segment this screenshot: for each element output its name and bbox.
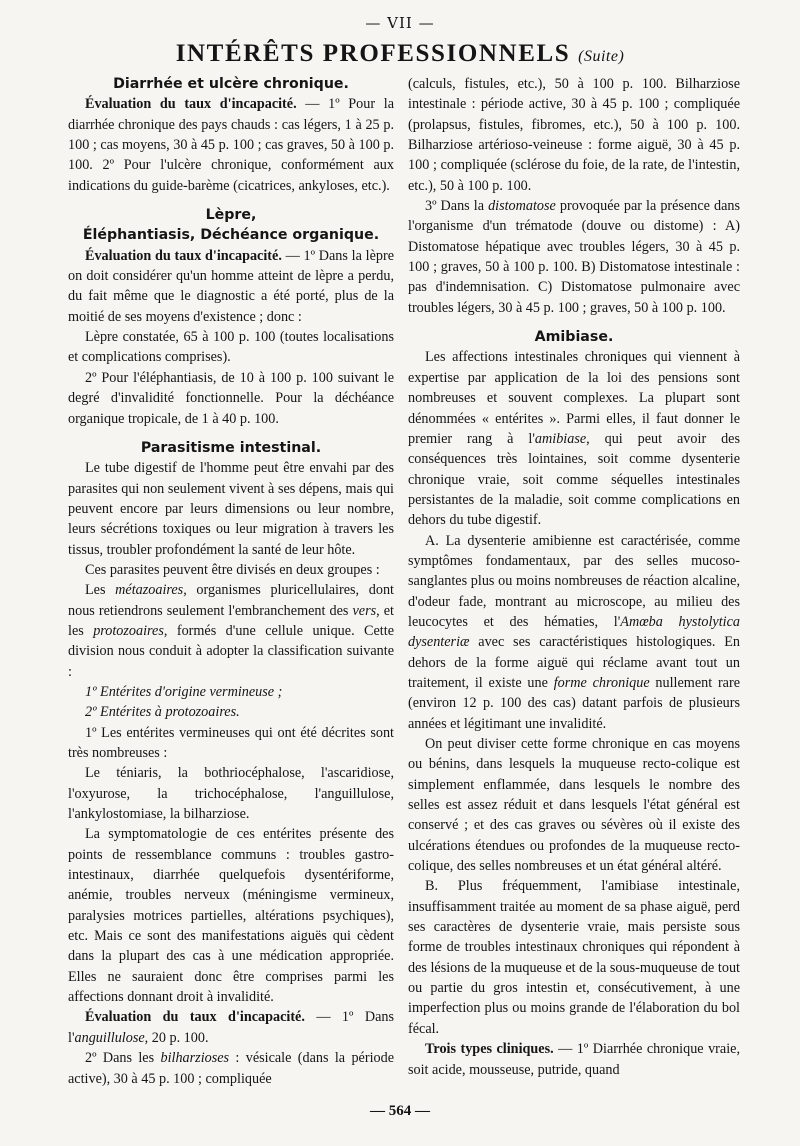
term-anguillulose: anguillulose bbox=[74, 1029, 145, 1046]
paragraph-bilharziose-suite: (calculs, fistules, etc.), 50 à 100 p. 100. Bilharziose intestinale : période active, 30 à 45 p. 100 ; compliquée (prolapsus, fistules, fibromes, etc.), 50 à 100 p. 100. Bilharziose artérioso-veineuse : forme aiguë, 30 à 45 p. 100 ; compliquée (sclérose du foie, de la rate, de l'intestin, etc.), 50 à 100 p. 100. bbox=[408, 76, 740, 194]
paragraph-eval-diarrhee bbox=[68, 94, 394, 196]
text-run: , et les bbox=[68, 602, 394, 639]
text-run: — 1º Diarrhée chronique vraie, soit acide, mousseuse, putride, quand bbox=[408, 1041, 740, 1078]
term-amibiase: amibiase bbox=[534, 430, 587, 447]
right-column bbox=[408, 74, 740, 1080]
term-amoeba: Amœba hystolytica dysenteriæ bbox=[408, 613, 740, 651]
paragraph-eval-parasitisme bbox=[68, 1007, 394, 1048]
paragraph-affections-intestinales bbox=[408, 347, 740, 530]
paragraph-eval-lepre bbox=[68, 246, 394, 327]
page-title bbox=[0, 40, 800, 68]
paragraph-lepre-constatee: Lèpre constatée, 65 à 100 p. 100 (toutes localisations et complications comprises). bbox=[68, 329, 394, 366]
paragraph-symptomatologie: La symptomatologie de ces entérites présente des points de ressemblance communs : troubles gastro-intestinaux, diarrhée quelquefois dysentériforme, anémie, troubles nerveux (méningisme vermineux, paralysies motrices partielles, altérations psychiques), etc. Mais ce sont des manifestations aiguës qui cèdent dans la plupart des cas à une médication appropriée. Elles ne sauraient donc être comprises parmi les affections donnant droit à invalidité. bbox=[68, 826, 394, 1006]
paragraph-dysenterie-amibienne bbox=[408, 531, 740, 734]
paragraph-amibiase-intestinale: B. Plus fréquemment, l'amibiase intestinale, insuffisamment traitée au moment de sa phase aiguë, perd ses caractères de dysenterie vraie, mais persiste sous forme de troubles intestinaux chroniques qui répondent à des lésions de la muqueuse et de la sous-muqueuse de tout ou partie du gros intestin et, consécutivement, à une imperfection plus ou moins grande de l'élaboration du bol fécal. bbox=[408, 878, 740, 1037]
paragraph-elephantiasis: 2º Pour l'éléphantiasis, de 10 à 100 p. 100 suivant le degré d'invalidité fonctionnelle. Pour la déchéance organique tropicale, de 1 à 40 p. 100. bbox=[68, 369, 394, 427]
text-run: Les bbox=[85, 582, 116, 599]
title-suite: (Suite) bbox=[578, 48, 625, 65]
eval-text: — 1º Dans la lèpre on doit considérer qu'un homme atteint de lèpre a perdu, du fait même que le diagnostic a été porté, plus de la moitié de ses moyens d'existence ; donc : bbox=[68, 247, 394, 325]
term-distomatose: distomatose bbox=[488, 198, 556, 215]
text-run: : vésicale (dans la période active), 30 à 45 p. 100 ; compliquée bbox=[68, 1050, 394, 1087]
heading-diarrhee: Diarrhée et ulcère chronique. bbox=[113, 76, 349, 92]
heading-amibiase: Amibiase. bbox=[534, 329, 614, 346]
paragraph-trois-types bbox=[408, 1039, 740, 1080]
text-run: , 20 p. 100. bbox=[144, 1029, 209, 1046]
term-vers: vers bbox=[352, 602, 377, 619]
page-number: — 564 — bbox=[370, 1103, 430, 1119]
text-run: nullement rare (environ 12 p. 100 des cas) datant parfois de plusieurs années et légitimant une invalidité. bbox=[408, 674, 740, 732]
term-forme-chronique: forme chronique bbox=[553, 674, 650, 691]
section-label: Trois types cliniques. bbox=[425, 1041, 554, 1058]
heading-parasitisme: Parasitisme intestinal. bbox=[140, 439, 322, 456]
paragraph-liste-parasitoses: Le téniaris, la bothriocéphalose, l'ascaridiose, l'oxyurose, la trichocéphalose, l'anguillulose, l'ankylostomiase, la bilharziose. bbox=[68, 765, 394, 823]
paragraph-tube-digestif: Le tube digestif de l'homme peut être envahi par des parasites qui non seulement vivent à ses dépens, mais qui peuvent encore par leurs dimensions ou leur nombre, leurs sécrétions toxiques ou leur migration à travers les tissus, troubler profondément la santé de leur hôte. bbox=[68, 460, 394, 558]
paragraph-enterites-vermineuses: 1º Les entérites vermineuses qui ont été décrites sont très nombreuses : bbox=[68, 724, 394, 761]
heading-elephantiasis: Éléphantiasis, Déchéance organique. bbox=[82, 227, 380, 244]
text-run: 3º Dans la bbox=[425, 198, 489, 215]
text-run: Les affections intestinales chroniques qui viennent à expertise par application de la loi des pensions sont nombreuses et souvent complexes. La plupart sont dénommées « entérites ». Parmi elles, il faut donner le premier rang à l' bbox=[408, 349, 740, 447]
eval-label: Évaluation du taux d'incapacité. bbox=[85, 96, 297, 113]
term-metazoaires: métazoaires bbox=[115, 582, 184, 599]
text-run: avec ses caractéristiques histologiques. En dehors de la forme aiguë qui réclame avant tout un traitement, il existe une bbox=[408, 634, 740, 691]
text-run: provoquée par la présence dans l'organisme d'un trématode (douve ou distome) : A) Distomatose hépatique avec troubles légers, 30 à 45 p. 100 ; graves, 50 à 100 p. 100. B) Distomatose intestinale : pas d'indemnisation. C) Distomatose pulmonaire avec troubles légers, 30 à 45 p. 100 ; graves, 50 à 100 p. 100. bbox=[408, 198, 740, 316]
eval-label: Évaluation du taux d'incapacité. bbox=[85, 247, 282, 264]
classification-item-2: 2º Entérites à protozoaires. bbox=[85, 704, 240, 721]
heading-lepre: Lèpre, bbox=[205, 207, 257, 224]
term-bilharzioses: bilharzioses bbox=[160, 1050, 230, 1067]
text-run: A. La dysenterie amibienne est caractérisée, comme symptômes fondamentaux, par des selles mucoso-sanglantes plus ou moins nombreuses de réaction alcaline, d'odeur fade, montrant au microscope, au milieu des leucocytes et des hématies, l' bbox=[408, 532, 740, 630]
text-run: , qui peut avoir des conséquences très lointaines, soit comme dysenterie chronique vraie, soit comme séquelles intestinales persistantes de la maladie, soit comme complications en dehors du tube digestif. bbox=[408, 430, 741, 529]
text-run: — 1º Dans l' bbox=[68, 1009, 394, 1046]
paragraph-groupes: Ces parasites peuvent être divisés en deux groupes : bbox=[85, 561, 380, 578]
title-text: INTÉRÊTS PROFESSIONNELS bbox=[175, 40, 571, 67]
paragraph-distomatose bbox=[408, 196, 740, 318]
term-protozoaires: protozoaires bbox=[93, 622, 164, 639]
paragraph-metazoaires bbox=[68, 580, 394, 682]
text-run: , formés d'une cellule unique. Cette division nous conduit à adopter la classification suivante : bbox=[68, 622, 394, 680]
eval-label: Évaluation du taux d'incapacité. bbox=[85, 1009, 305, 1026]
running-page-number: — VII — bbox=[365, 14, 435, 32]
eval-text: — 1º Pour la diarrhée chronique des pays chauds : cas légers, 1 à 25 p. 100 ; cas moyens, 30 à 45 p. 100 ; cas graves, 50 à 100 p. 100. 2º Pour l'ulcère chronique, conformément aux indications du guide-barème (cicatrices, ankyloses, etc.). bbox=[68, 96, 394, 194]
classification-item-1: 1º Entérites d'origine vermineuse ; bbox=[85, 683, 283, 700]
paragraph-forme-chronique: On peut diviser cette forme chronique en cas moyens ou bénins, dans lesquels la muqueuse recto-colique est simplement enflammée, dans lesquels le nombre des selles est assez réduit et dans lesquels l'état général est conservé ; et des cas graves ou sévères où il existe des ulcérations étendues ou profondes de la muqueuse recto-colique, des selles nombreuses et un état général altéré. bbox=[408, 736, 740, 875]
left-column bbox=[68, 74, 394, 1089]
text-run: , organismes pluricellulaires, dont nous retiendrons seulement l'embranchement des bbox=[68, 582, 394, 619]
text-run: 2º Dans les bbox=[85, 1050, 161, 1067]
paragraph-bilharzioses bbox=[68, 1048, 394, 1089]
